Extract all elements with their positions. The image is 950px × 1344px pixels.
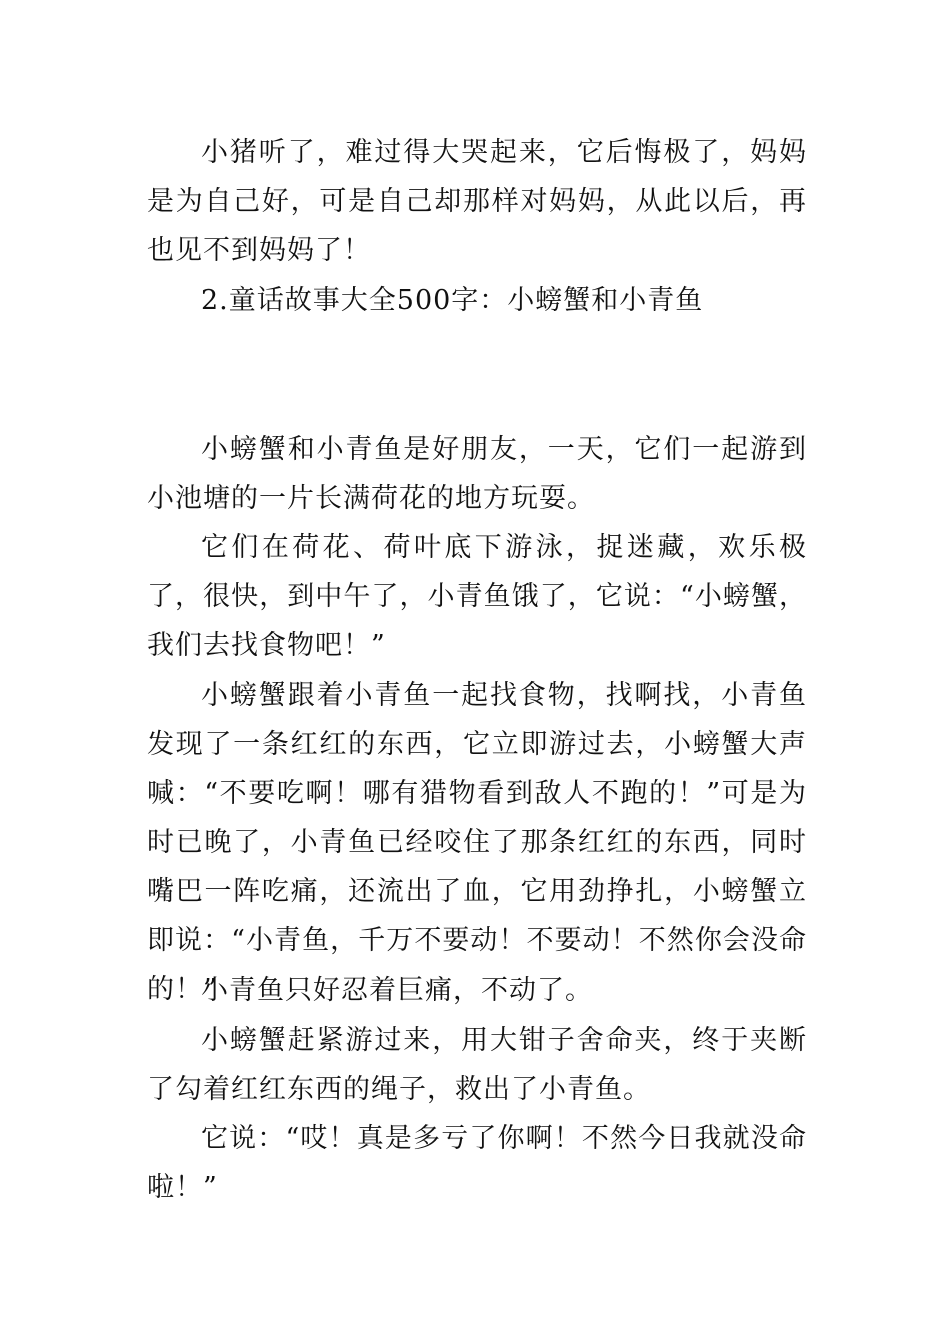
paragraph-endure-pain: 小青鱼只好忍着巨痛，不动了。 — [201, 975, 593, 1006]
paragraph-rescue: 小螃蟹赶紧游过来，用大钳子舍命夹，终于夹断了勾着红红东西的绳子，救出了小青鱼。 — [147, 1025, 807, 1105]
paragraph-playing: 它们在荷花、荷叶底下游泳，捉迷藏，欢乐极了，很快，到中午了，小青鱼饿了，它说：“小螃蟹，我们去找食物吧！” — [147, 532, 807, 661]
paragraph-finding-food: 小螃蟹跟着小青鱼一起找食物，找啊找，小青鱼发现了一条红红的东西，它立即游过去，小螃蟹大声喊：“不要吃啊！哪有猎物看到敌人不跑的！”可是为时已晚了，小青鱼已经咬住了那条红红的东西，同时嘴巴一阵吃痛，还流出了血，它用劲挣扎，小螃蟹立即说：“小青鱼，千万不要动！不要动！不然你会没命的！” — [147, 680, 807, 1005]
paragraph-thanks: 它说：“哎！真是多亏了你啊！不然今日我就没命啦！” — [147, 1123, 807, 1203]
paragraph-piglet-regret: 小猪听了，难过得大哭起来，它后悔极了，妈妈是为自己好，可是自己却那样对妈妈，从此以后，再也见不到妈妈了！ — [147, 137, 807, 266]
section-heading: 2.童话故事大全500字：小螃蟹和小青鱼 — [201, 285, 704, 316]
paragraph-friends: 小螃蟹和小青鱼是好朋友，一天，它们一起游到小池塘的一片长满荷花的地方玩耍。 — [147, 434, 807, 514]
